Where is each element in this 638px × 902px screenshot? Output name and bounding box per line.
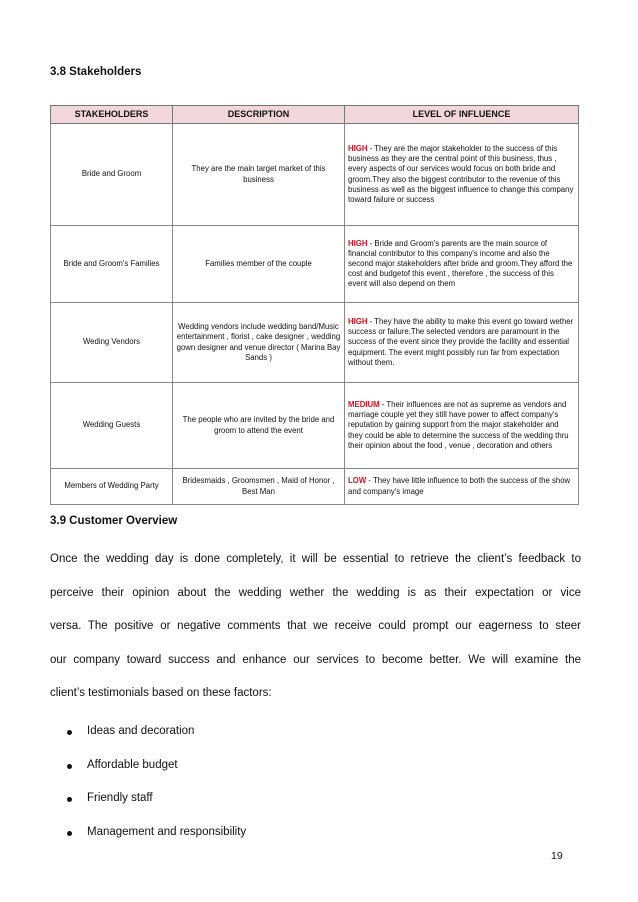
section-heading-stakeholders: 3.8 Stakeholders — [50, 66, 142, 78]
paragraph-line: our company toward success and enhance our services to become better. We will examine the — [50, 654, 581, 666]
paragraph-line: perceive their opinion about the wedding wether the wedding is as their expectation or vice — [50, 587, 581, 599]
stakeholder-cell: Wedding Guests — [51, 383, 173, 469]
bullet-icon — [67, 797, 72, 802]
influence-cell — [345, 303, 579, 383]
bullet-icon — [67, 730, 72, 735]
influence-text: - They have little influence to both the success of the show and company's image — [348, 476, 571, 496]
table-row — [51, 124, 579, 226]
description-cell: Wedding vendors include wedding band/Music entertainment , florist , cake designer , wedding gown designer and venue director ( Marina Bay Sands ) — [173, 303, 345, 383]
influence-cell — [345, 469, 579, 505]
influence-level-label: HIGH — [348, 144, 368, 154]
description-cell: They are the main target market of this business — [173, 124, 345, 226]
stakeholder-cell: Weding Vendors — [51, 303, 173, 383]
influence-level-label: HIGH — [348, 317, 368, 327]
stakeholder-cell: Bride and Groom's Families — [51, 226, 173, 303]
description-cell: The people who are invited by the bride and groom to attend the event — [173, 383, 345, 469]
stakeholder-cell: Bride and Groom — [51, 124, 173, 226]
list-item — [50, 792, 246, 826]
table-row — [51, 469, 579, 505]
influence-cell — [345, 383, 579, 469]
table-row — [51, 383, 579, 469]
influence-level-label: MEDIUM — [348, 400, 380, 410]
influence-level-label: HIGH — [348, 238, 368, 248]
stakeholders-table — [50, 105, 579, 505]
section-heading-customer-overview: 3.9 Customer Overview — [50, 515, 178, 527]
list-item — [50, 725, 246, 759]
influence-text: - Bride and Groom's parents are the main source of financial contributor to this company's income and also the second major stakeholders after bride and groom.They afford the cost and budgetof this event , therefore , the success of this event will also depend on them — [348, 238, 573, 289]
list-item-text: Management and responsibility — [87, 825, 247, 838]
influence-text: - They have the ability to make this event go toward wether success or failure.The selected vendors are paramount in the success of the event since they provide the facility and essential equipment. The event might possibly run far from expectation without them. — [348, 317, 574, 367]
list-item — [50, 759, 246, 793]
column-header-description: DESCRIPTION — [173, 106, 345, 124]
factor-list — [50, 712, 246, 846]
paragraph-line: versa. The positive or negative comments that we receive could prompt our eagerness to steer — [50, 620, 581, 632]
paragraph-line: Once the wedding day is done completely, it will be essential to retrieve the client’s feedback to — [50, 553, 581, 565]
column-header-level-of-influence: LEVEL OF INFLUENCE — [345, 106, 579, 124]
list-item-text: Affordable budget — [87, 758, 178, 771]
table-row — [51, 303, 579, 383]
description-cell: Bridesmaids , Groomsmen , Maid of Honor , Best Man — [173, 469, 345, 505]
table-header-row — [51, 106, 579, 124]
paragraph-line: client’s testimonials based on these factors: — [50, 687, 272, 699]
list-item-text: Friendly staff — [87, 792, 153, 804]
page-number: 19 — [551, 850, 563, 862]
influence-text: - They are the major stakeholder to the success of this business as they are the central point of this business, thus , every aspects of our services would focus on both bride and groom.They also the biggest contributor to the revenue of this business as well as the biggest influence to change this company toward failure or success — [348, 144, 574, 204]
stakeholder-cell: Members of Wedding Party — [51, 469, 173, 505]
bullet-icon — [67, 764, 72, 769]
influence-cell — [345, 124, 579, 226]
column-header-stakeholders: STAKEHOLDERS — [51, 106, 173, 124]
description-cell: Families member of the couple — [173, 226, 345, 303]
influence-cell — [345, 226, 579, 303]
bullet-icon — [67, 831, 72, 836]
table-row — [51, 226, 579, 303]
list-item — [50, 826, 246, 860]
influence-level-label: LOW — [348, 476, 367, 486]
influence-text: - Their influences are not as supreme as vendors and marriage couple yet they still have power to affect company's reputation by gaining support from the major stakeholder and they could be able to determine the success of the wedding thru their opinion about the food , venue , decoration and others — [348, 400, 569, 450]
list-item-text: Ideas and decoration — [87, 725, 195, 737]
